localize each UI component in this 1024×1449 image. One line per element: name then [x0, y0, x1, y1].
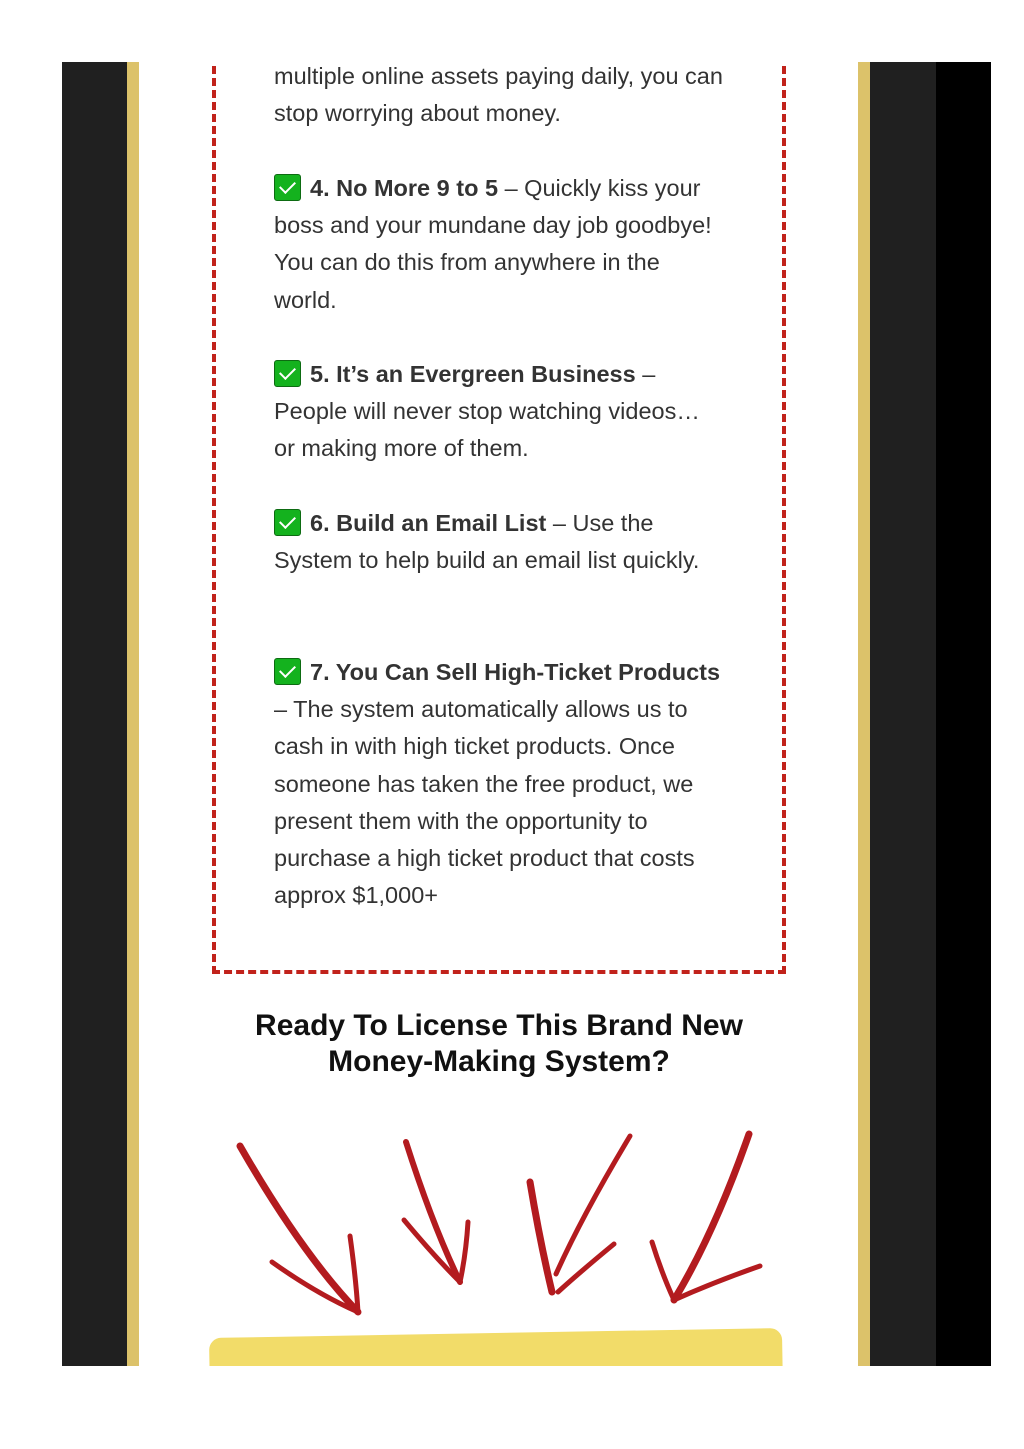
feature-title: 5. It’s an Evergreen Business [310, 361, 636, 387]
check-mark-icon [274, 509, 301, 536]
right-gold-border [858, 62, 870, 1366]
check-mark-icon [274, 360, 301, 387]
check-mark-icon [274, 174, 301, 201]
feature-title: 4. No More 9 to 5 [310, 175, 499, 201]
right-dark-border [870, 62, 936, 1366]
intro-tail-text: multiple online assets paying daily, you can stop worrying about money. [274, 63, 723, 127]
license-button-bar[interactable] [209, 1328, 783, 1366]
down-arrow-icon [652, 1134, 760, 1300]
down-arrow-icon [240, 1146, 358, 1312]
left-dark-border [62, 62, 127, 1366]
cta-headline-line1: Ready To License This Brand New [255, 1009, 743, 1042]
feature-description: – The system automatically allows us to cash in with high ticket products. Once someone has taken the free product, we present them with the opportunity to purchase a high ticket product that costs approx $1,000+ [274, 696, 695, 909]
right-black-border [936, 62, 991, 1366]
feature-title: 6. Build an Email List [310, 510, 547, 536]
cta-headline-line2: Money-Making System? [328, 1045, 670, 1078]
feature-title: 7. You Can Sell High-Ticket Products [310, 659, 721, 685]
down-arrow-icon [404, 1142, 468, 1282]
page-frame [62, 62, 991, 1366]
check-mark-icon [274, 658, 301, 685]
down-arrows-graphic [222, 1124, 782, 1324]
down-arrow-icon [530, 1136, 630, 1292]
feature-item [274, 170, 726, 319]
feature-item [274, 654, 726, 914]
feature-description: – Quickly kiss your boss and your mundane day job goodbye! You can do this from anywhere in the world. [274, 175, 712, 313]
feature-item [274, 505, 726, 579]
left-gold-border [127, 62, 139, 1366]
cta-headline [212, 1008, 786, 1080]
feature-description: – Use the System to help build an email list quickly. [274, 510, 700, 574]
feature-description: – People will never stop watching videos… or making more of them. [274, 361, 700, 462]
feature-item [274, 356, 726, 468]
